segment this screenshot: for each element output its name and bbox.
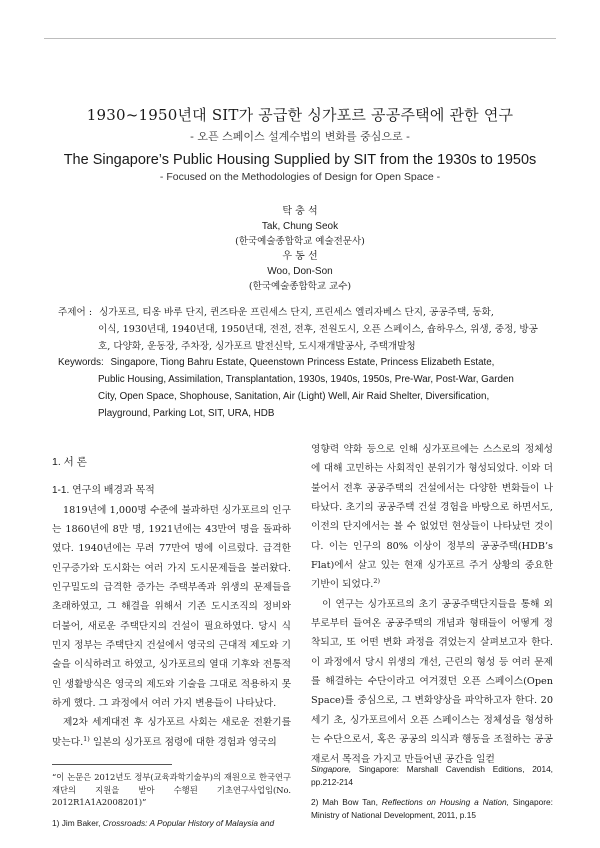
footnote-2: [311, 796, 553, 821]
korean-keywords-line: 호, 다양화, 운동장, 주차장, 싱가포르 발전신탁, 도시재개발공사, 주택개발청: [98, 340, 416, 352]
footnote-text: Singapore: Ministry of National Development, 2011, p.15: [311, 797, 553, 820]
footnote-1-continued: [311, 763, 553, 788]
footnote-rule: [52, 764, 172, 765]
paragraph-text: 일본의 싱가포르 점령에 대한 경험과 영국의: [89, 736, 277, 748]
funding-note: “이 논문은 2012년도 정부(교육과학기술부)의 재원으로 한국연구재단의 지원을 받아 수행된 기초연구사업임(No. 2012R1A1A2008201)”: [52, 772, 291, 808]
english-title: The Singapore’s Public Housing Supplied by SIT from the 1930s to 1950s: [63, 152, 537, 168]
body-paragraph: [52, 713, 291, 752]
footnote-title: Crossroads: A Popular History of Malaysia and: [102, 817, 275, 828]
paragraph-text: 제2차 세계대전 후 싱가포르 사회는 새로운 전환기를 맞는다.: [52, 717, 291, 748]
footnote-title: Singapore,: [311, 764, 352, 774]
paragraph-text: 영향력 약화 등으로 인해 싱가포르에는 스스로의 정체성에 대해 고민하는 사회적인 분위기가 형성되었다. 이와 더불어서 전후 공공주택의 건설에서는 다양한 변화들이 나타났다. 초기의 공공주택 건설 경험을 바탕으로 하면서도, 이전의 단지에서는 볼 수 없었던 현상들이 나타났던 것이다. 이는 인구의 80% 이상이 정부의 공공주택(HDB’s Flat)에서 살고 있는 현재 싱가포르 주거 상황의 중요한 기반이 되었다.: [311, 444, 553, 591]
author-1-name-kr: 탁 충 석: [282, 206, 318, 217]
body-paragraph: 1819년에 1,000명 수준에 불과하던 싱가포르의 인구는 1860년에 8만 명, 1921년에는 43만여 명을 돌파하였다. 1940년에는 무려 77만여 명에 이르렀다. 급격한 인구증가와 도시화는 여러 가지 도시문제들을 불러왔다. 인구밀도의 급격한 증가는 주택부족과 위생의 문제들을 초래하였고, 그 해결을 위해서 기존 도시조직의 정비와 더불어, 새로운 주택단지의 건설이 필요하였다. 당시 식민지 정부는 주택단지 건설에서 영국의 근대적 제도와 기술을 이식하려고 하였고, 싱가포르의 열대 기후와 전통적인 생활방식은 영국의 제도와 기술을 그대로 적용하지 못하게 했다. 그 과정에서 여러 가지 변용들이 나타났다.: [52, 504, 291, 710]
left-column: [52, 443, 291, 752]
author-2-name-en: Woo, Don-Son: [267, 266, 333, 277]
footnote-1: [52, 817, 291, 830]
english-keywords-line: City, Open Space, Shophouse, Sanitation, Air (Light) Well, Air Raid Shelter, Diversification,: [98, 390, 490, 402]
english-subtitle: - Focused on the Methodologies of Design for Open Space -: [159, 171, 441, 183]
right-column: [311, 440, 553, 769]
footnotes-right: [311, 763, 553, 821]
footnote-title: Reflections on Housing a Nation,: [381, 797, 509, 808]
korean-keywords: [58, 305, 556, 355]
footnote-marker: 2): [373, 577, 380, 586]
english-keywords-line: Singapore, Tiong Bahru Estate, Queenstown Princess Estate, Princess Elizabeth Estate,: [110, 357, 495, 369]
english-keywords-label: Keywords:: [58, 357, 104, 369]
author-block: [40, 204, 560, 294]
korean-keywords-line: 이식, 1930년대, 1940년대, 1950년대, 전전, 전후, 전원도시, 오픈 스페이스, 숍하우스, 위생, 중정, 방공: [98, 323, 538, 335]
body-paragraph: 이 연구는 싱가포르의 초기 공공주택단지들을 통해 외부로부터 들여온 공공주택의 개념과 형태들이 어떻게 정착되고, 또 어떤 변화 과정을 겪었는지 살펴보고자 한다. 이 과정에서 당시 위생의 개선, 근린의 형성 등 여러 문제를 해결하는 수단이라고 여겨졌던 오픈 스페이스(Open Space)를 중심으로, 그 변화양상을 파악하고자 한다. 20세기 초, 싱가포르에서 오픈 스페이스는 정체성을 형성하는 수단으로서, 혹은 공공의 의식과 행동을 조절하는 공공재로서 목적을 가지고 만들어낸 공간을 일컫: [311, 598, 553, 765]
korean-keywords-label: 주제어 :: [58, 307, 93, 318]
footnote-marker: 1): [83, 734, 90, 743]
author-2-name-kr: 우 동 선: [282, 251, 318, 262]
footnotes-left: [52, 764, 291, 829]
header-rule: [44, 38, 556, 39]
title-block: [40, 104, 560, 183]
english-keywords-line: Public Housing, Assimilation, Transplantation, 1930s, 1940s, 1950s, Pre-War, Post-War, Garden: [98, 374, 514, 386]
subsection-heading: 1-1. 연구의 배경과 목적: [52, 485, 155, 497]
english-keywords-line: Playground, Parking Lot, SIT, URA, HDB: [98, 407, 275, 419]
author-1-name-en: Tak, Chung Seok: [261, 221, 339, 232]
footnote-author: Jim Baker,: [61, 817, 101, 828]
korean-subtitle: - 오픈 스페이스 설계수법의 변화를 중심으로 -: [190, 130, 410, 143]
footnote-text: Singapore: Marshall Cavendish Editions, 2014, pp.212-214: [311, 764, 553, 787]
footnote-author: Mah Bow Tan,: [322, 797, 378, 808]
footnote-number: 1): [52, 817, 60, 828]
body-paragraph: [311, 440, 553, 595]
korean-keywords-line: 싱가포르, 티옹 바루 단지, 퀸즈타운 프린세스 단지, 프린세스 엘리자베스 단지, 공공주택, 동화,: [99, 307, 494, 318]
author-2-affiliation: (한국예술종합학교 교수): [248, 281, 352, 292]
keywords-block: [58, 305, 556, 445]
footnote-number: 2): [311, 797, 319, 808]
author-1-affiliation: (한국예술종합학교 예술전문사): [235, 236, 365, 247]
section-heading: 1. 서 론: [52, 456, 87, 468]
english-keywords: [58, 355, 556, 422]
korean-title: 1930~1950년대 SIT가 공급한 싱가포르 공공주택에 관한 연구: [86, 106, 514, 124]
